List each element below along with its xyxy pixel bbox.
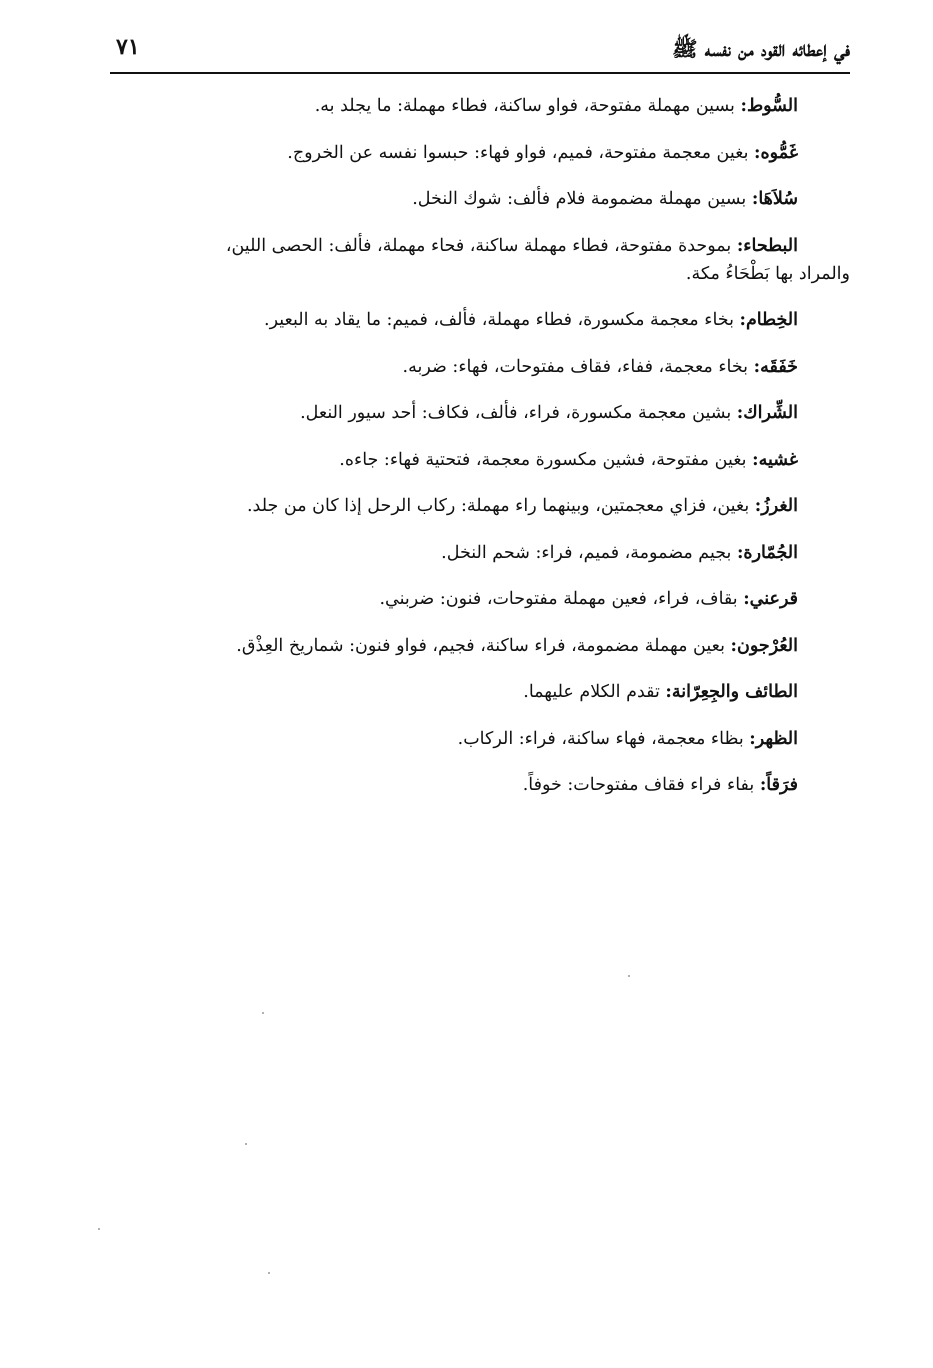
entry-term: الخِطام: xyxy=(739,310,798,330)
entry-definition: تقدم الكلام عليهما. xyxy=(523,682,666,702)
entry-term: الشِّراك: xyxy=(736,403,798,423)
running-title: في إعطائه القود من نفسه ﷺ xyxy=(672,36,850,61)
entry-term: البطحاء: xyxy=(736,235,798,256)
glossary-entry xyxy=(110,139,850,167)
glossary-entry xyxy=(110,306,850,334)
scan-speck xyxy=(98,1228,100,1230)
entry-definition: بغين مفتوحة، فشين مكسورة معجمة، فتحتية فهاء: جاءه. xyxy=(339,449,753,470)
entry-term: غشيه: xyxy=(752,449,798,470)
entry-term: الغرزُ: xyxy=(754,496,798,516)
glossary-entry xyxy=(110,92,850,120)
glossary-entry xyxy=(110,539,850,567)
entry-term: الطائف والجِعِرّانة: xyxy=(665,682,798,702)
entry-definition: بفاء فراء فقاف مفتوحات: خوفاً. xyxy=(522,775,760,795)
glossary-entry xyxy=(110,185,850,213)
entry-definition: بموحدة مفتوحة، فطاء مهملة ساكنة، فحاء مهملة، فألف: الحصى اللين، xyxy=(225,235,737,256)
glossary-entry xyxy=(110,399,850,427)
scan-speck xyxy=(262,1012,264,1014)
entry-term: الجُمّارة: xyxy=(736,542,798,563)
entry-definition: بعين مهملة مضمومة، فراء ساكنة، فجيم، فواو فنون: شماريخ العِذْق. xyxy=(236,635,731,656)
entry-first-line xyxy=(110,232,850,260)
page-header xyxy=(110,32,850,74)
entry-definition: بظاء معجمة، فهاء ساكنة، فراء: الركاب. xyxy=(457,728,750,749)
glossary-entry xyxy=(110,232,850,288)
glossary-entry xyxy=(110,725,850,753)
glossary-entry xyxy=(110,771,850,799)
glossary-entry xyxy=(110,353,850,381)
entry-term: فرَقاً: xyxy=(759,775,798,795)
entry-definition: بقاف، فراء، فعين مهملة مفتوحات، فنون: ضربني. xyxy=(379,589,744,609)
entry-term: الظهر: xyxy=(749,728,798,749)
entry-term: السُّوط: xyxy=(740,96,798,116)
entry-definition: بشين معجمة مكسورة، فراء، فألف، فكاف: أحد سيور النعل. xyxy=(300,403,737,423)
glossary-entry xyxy=(110,678,850,706)
glossary-entry xyxy=(110,585,850,613)
scan-speck xyxy=(245,1143,247,1145)
entry-term: خَفَقَه: xyxy=(753,356,798,377)
entry-definition: بخاء معجمة مكسورة، فطاء مهملة، فألف، فميم: ما يقاد به البعير. xyxy=(264,310,740,330)
entry-definition: بسين مهملة مضمومة فلام فألف: شوك النخل. xyxy=(412,189,752,209)
entry-term: سُلاَهَا: xyxy=(751,189,798,209)
entry-term: قرعني: xyxy=(743,589,798,609)
scan-speck xyxy=(628,975,630,977)
glossary-entries xyxy=(110,92,850,818)
entry-term: العُرْجون: xyxy=(730,635,798,656)
entry-definition: بسين مهملة مفتوحة، فواو ساكنة، فطاء مهملة: ما يجلد به. xyxy=(314,96,741,116)
entry-definition: بغين، فزاي معجمتين، وبينهما راء مهملة: ركاب الرحل إذا كان من جلد. xyxy=(246,496,755,516)
page-number: ٧١ xyxy=(116,34,140,60)
entry-term: غَمُّوه: xyxy=(754,142,798,163)
entry-definition: بخاء معجمة، ففاء، فقاف مفتوحات، فهاء: ضربه. xyxy=(402,356,754,377)
glossary-entry xyxy=(110,492,850,520)
entry-definition: بجيم مضمومة، فميم، فراء: شحم النخل. xyxy=(441,542,737,563)
scan-speck xyxy=(268,1272,270,1274)
glossary-entry xyxy=(110,446,850,474)
entry-definition: بغين معجمة مفتوحة، فميم، فواو فهاء: حبسوا نفسه عن الخروج. xyxy=(287,142,755,163)
entry-continuation: والمراد بها بَطْحَاءُ مكة. xyxy=(685,263,850,284)
glossary-entry xyxy=(110,632,850,660)
